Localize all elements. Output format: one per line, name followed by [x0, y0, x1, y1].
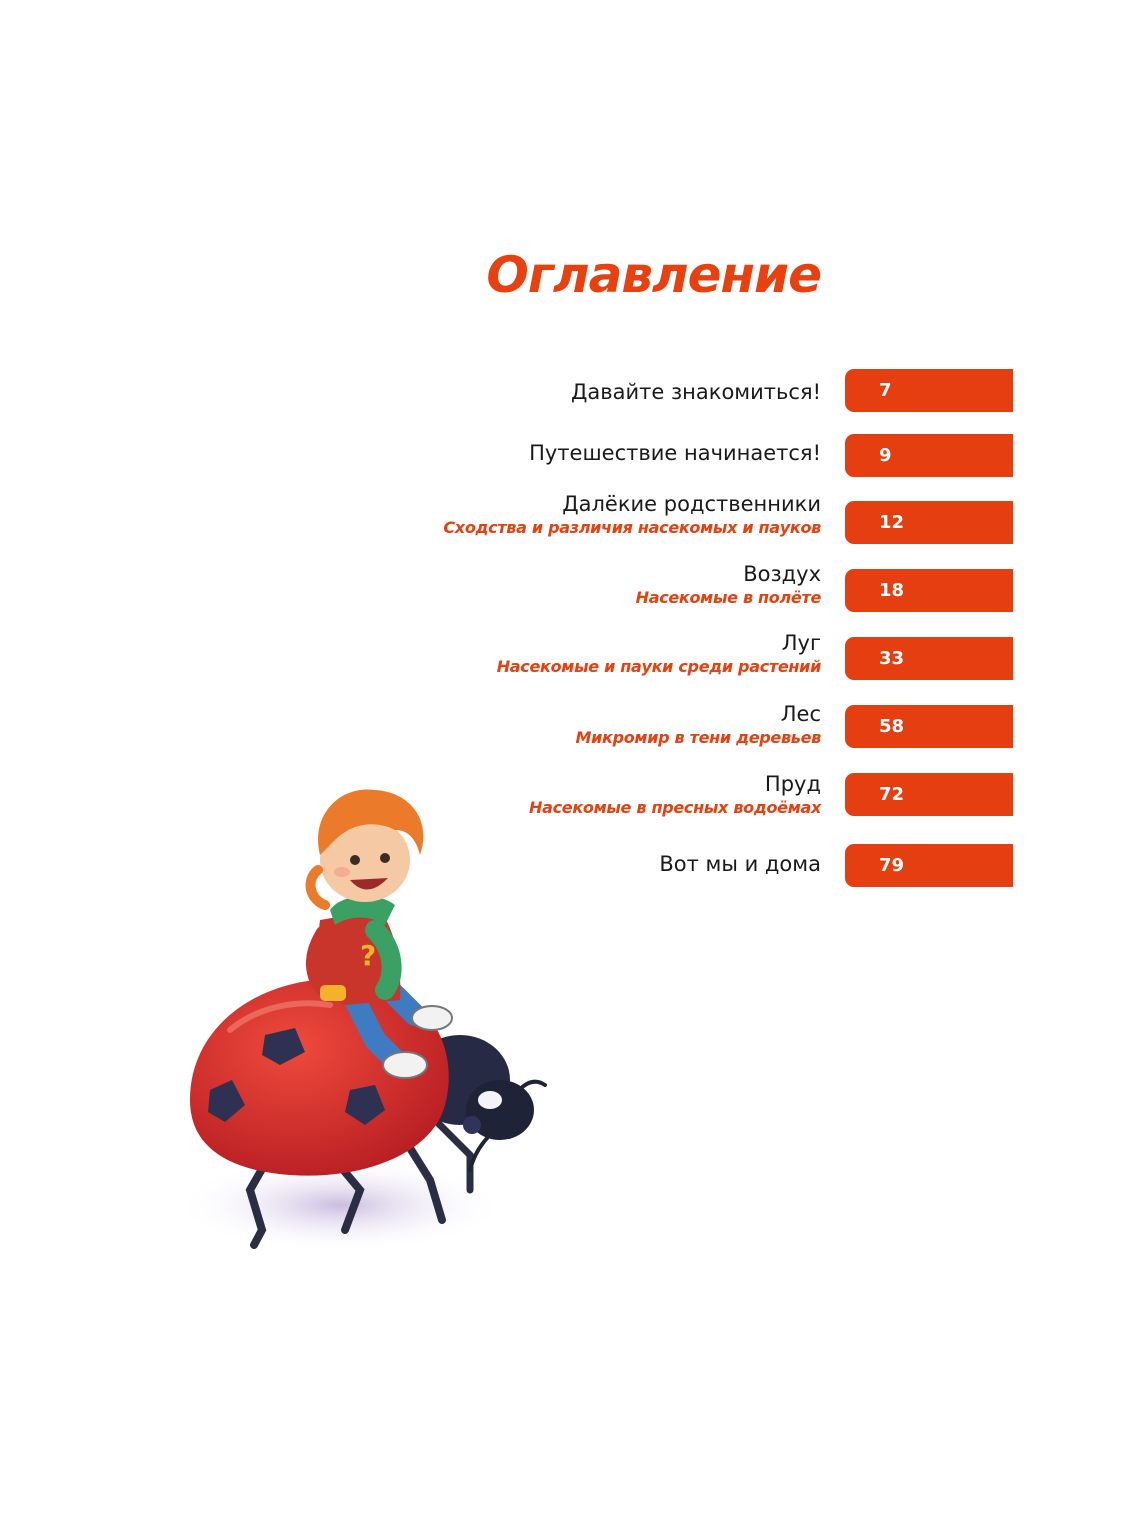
- toc-entry[interactable]: [0, 437, 1131, 497]
- toc-entry[interactable]: [0, 701, 1131, 761]
- toc-page-tab[interactable]: 79: [845, 844, 1013, 887]
- toc-entry[interactable]: [0, 561, 1131, 621]
- toc-page-tab[interactable]: 33: [845, 637, 1013, 680]
- toc-entry-subtitle: Насекомые в полёте: [635, 588, 821, 607]
- toc-entry-subtitle: Сходства и различия насекомых и пауков: [443, 518, 821, 537]
- toc-entry-title: Давайте знакомиться!: [571, 380, 821, 404]
- page-title: Оглавление: [486, 246, 821, 304]
- toc-page-tab[interactable]: 9: [845, 434, 1013, 477]
- toc-entry-title: Вот мы и дома: [659, 852, 821, 876]
- toc-page-tab[interactable]: 72: [845, 773, 1013, 816]
- toc-page-tab[interactable]: 58: [845, 705, 1013, 748]
- toc-entry-title: Далёкие родственники: [562, 492, 821, 516]
- toc-page-tab[interactable]: 18: [845, 569, 1013, 612]
- toc-entry-title: Пруд: [764, 772, 821, 796]
- toc-entry[interactable]: [0, 491, 1131, 551]
- toc-entry-title: Луг: [781, 631, 821, 655]
- svg-text:?: ?: [360, 939, 377, 972]
- toc-entry-subtitle: Микромир в тени деревьев: [575, 728, 821, 747]
- toc-page-tab[interactable]: 12: [845, 501, 1013, 544]
- toc-entry-subtitle: Насекомые и пауки среди растений: [496, 657, 821, 676]
- toc-entry[interactable]: [0, 630, 1131, 690]
- toc-entry-subtitle: Насекомые в пресных водоёмах: [529, 798, 821, 817]
- toc-entry-title: Воздух: [743, 562, 821, 586]
- ladybug-illustration: [170, 760, 570, 1260]
- toc-page-tab[interactable]: 7: [845, 369, 1013, 412]
- toc-entry-title: Лес: [780, 702, 821, 726]
- toc-entry[interactable]: [0, 376, 1131, 436]
- toc-entry-title: Путешествие начинается!: [529, 441, 821, 465]
